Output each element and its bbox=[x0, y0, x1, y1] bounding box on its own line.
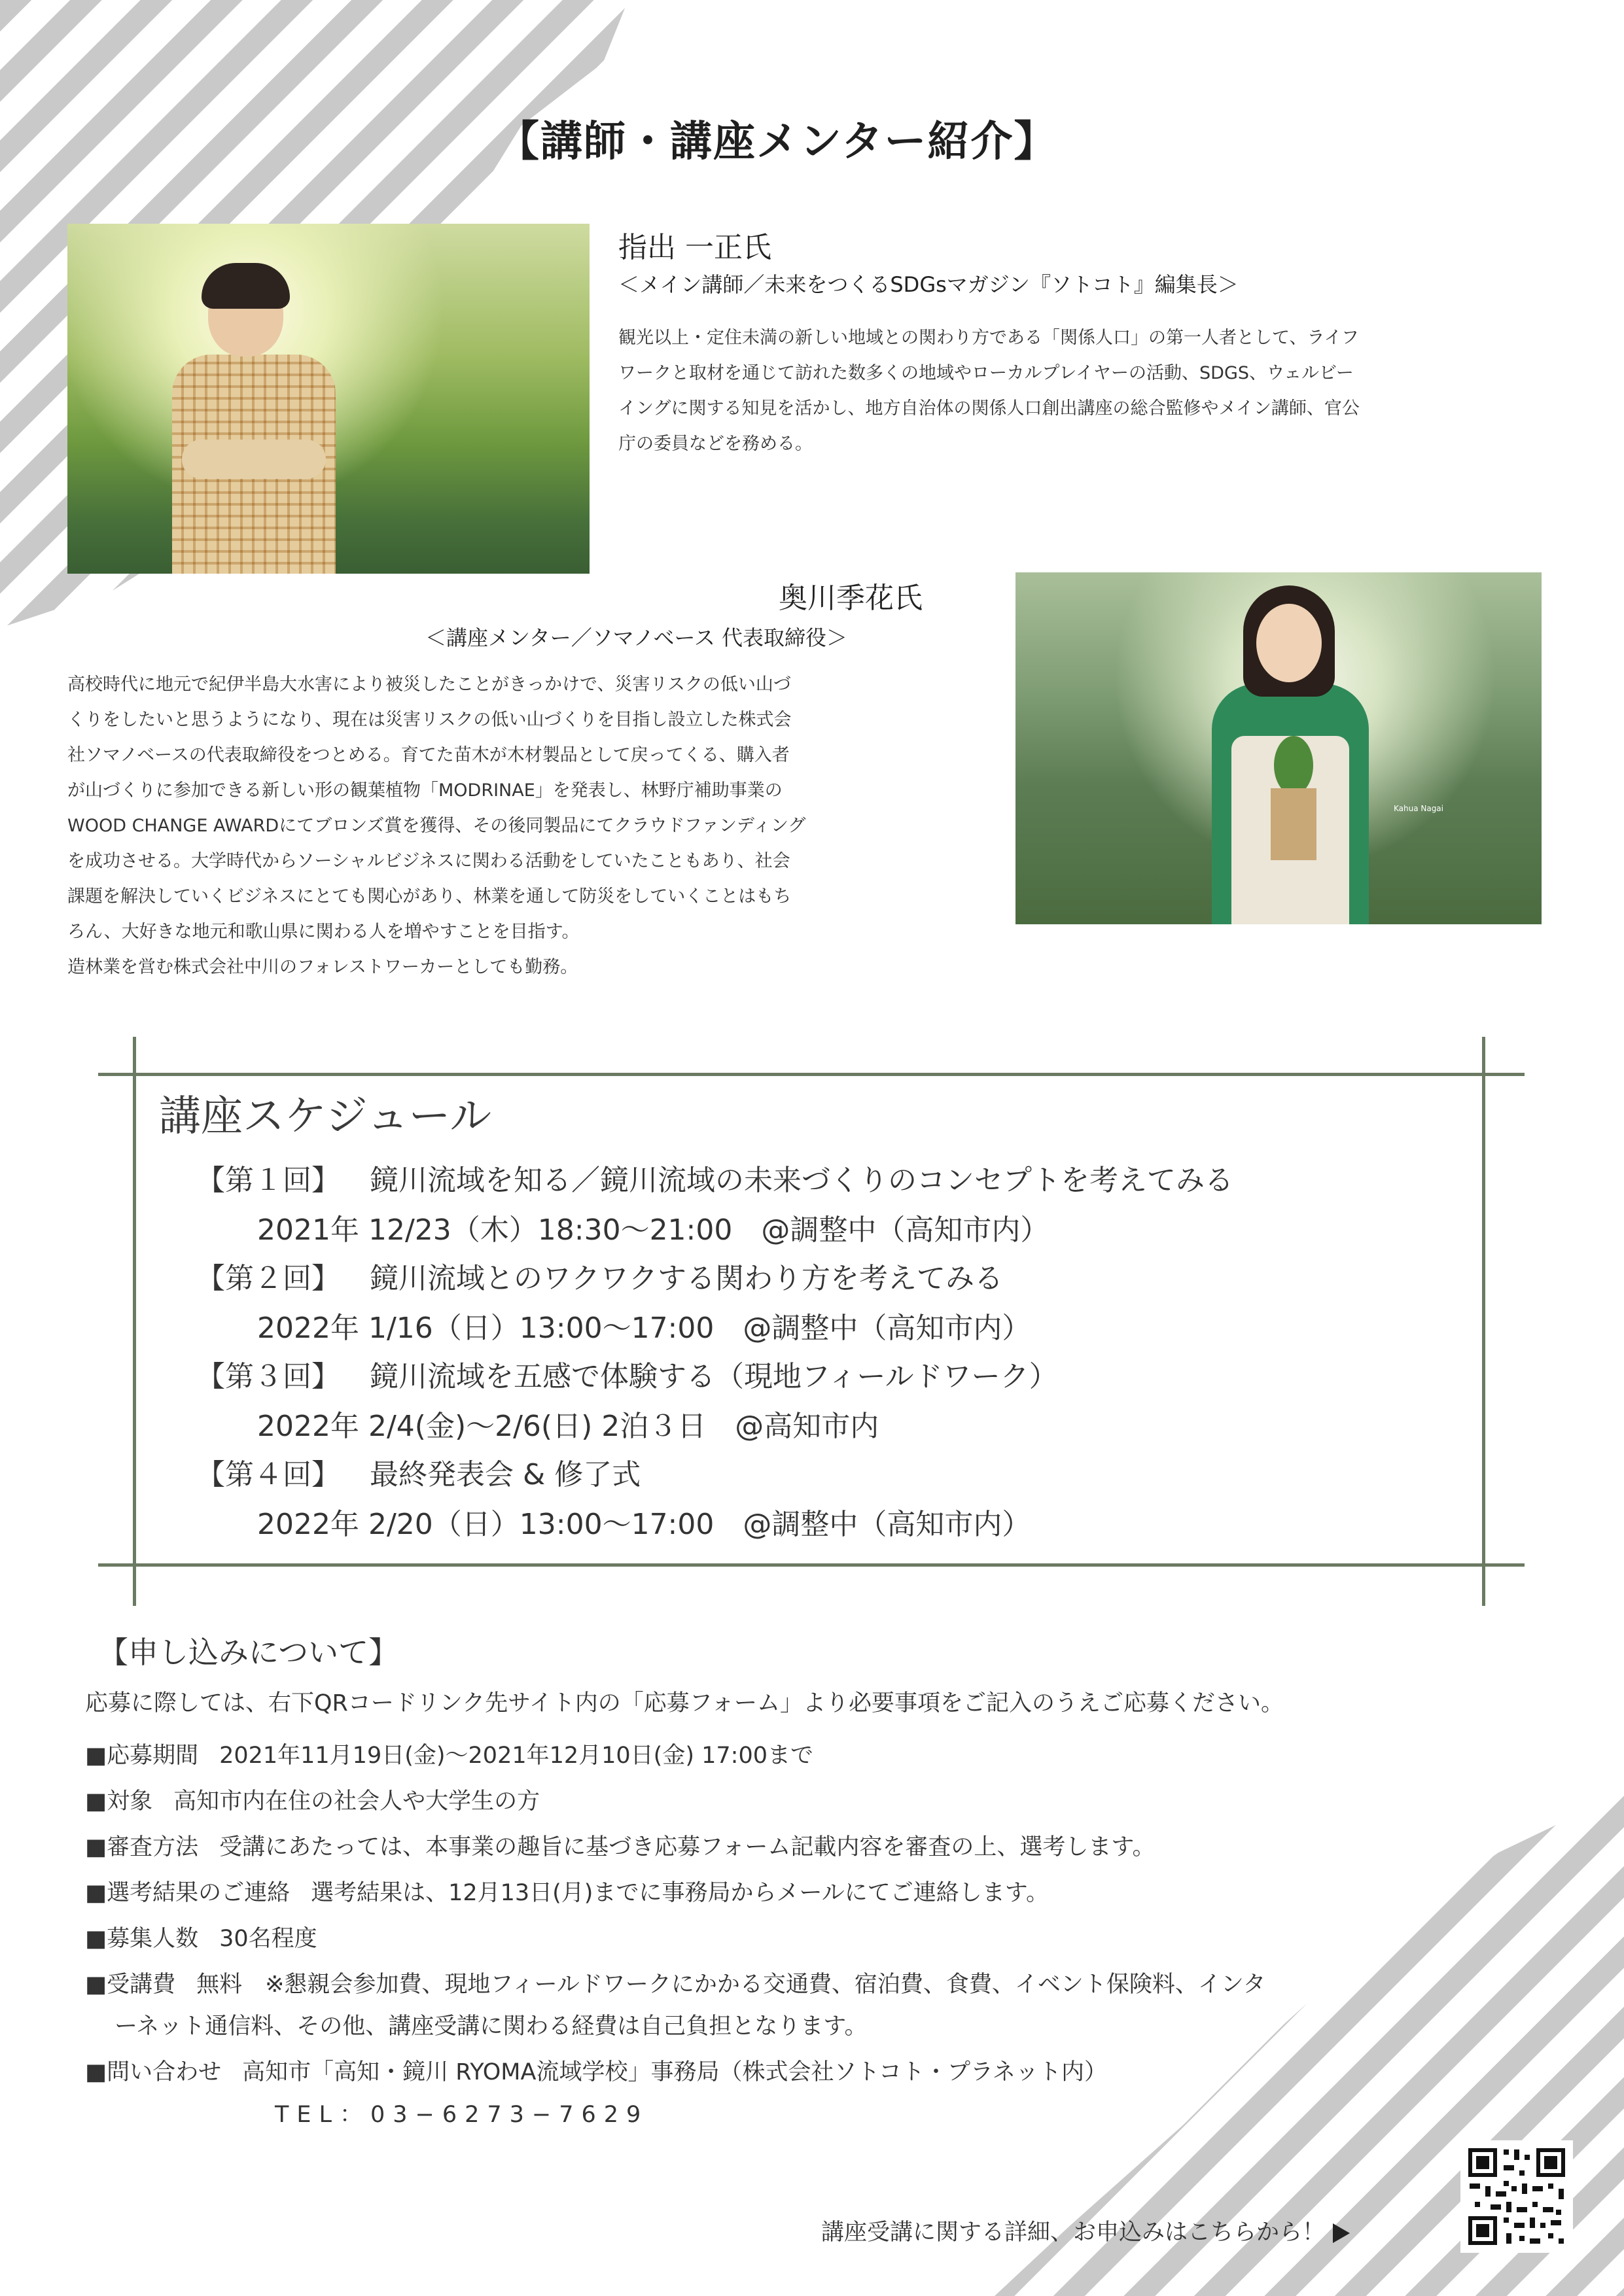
session-label: 【第３回】 bbox=[196, 1360, 340, 1393]
session-detail: 2022年 2/4(金)〜2/6(日) 2泊３日 @高知市内 bbox=[257, 1410, 879, 1443]
qr-caption-text: 講座受講に関する詳細、お申込みはこちらから！ bbox=[821, 2219, 1326, 2246]
session-detail: 2022年 1/16（日）13:00〜17:00 @調整中（高知市内） bbox=[257, 1312, 1031, 1345]
qr-caption bbox=[821, 2214, 1350, 2247]
schedule-title: 講座スケジュール bbox=[159, 1092, 492, 1141]
session-topic: 鏡川流域を五感で体験する（現地フィールドワーク） bbox=[370, 1360, 1058, 1393]
speaker2-bio bbox=[67, 667, 983, 985]
bio-line: WOOD CHANGE AWARDにてブロンズ賞を獲得、その後同製品にてクラウドファンディング bbox=[67, 816, 806, 836]
plant-leaves bbox=[1274, 736, 1313, 795]
item-value: 無料 ※懇親会参加費、現地フィールドワークにかかる交通費、宿泊費、食費、イベント保険料、インタ bbox=[196, 1972, 1266, 1998]
item-value: 高知市内在住の社会人や大学生の方 bbox=[173, 1788, 540, 1815]
bio-line: イングに関する知見を活かし、地方自治体の関係人口創出講座の総合監修やメイン講師、官公 bbox=[618, 398, 1360, 419]
bio-line: 課題を解決していくビジネスにとても関心があり、林業を通して防災をしていくことはもち bbox=[67, 886, 792, 907]
session-detail: 2021年 12/23（木）18:30〜21:00 @調整中（高知市内） bbox=[257, 1213, 1050, 1247]
speaker2-face bbox=[1256, 604, 1322, 682]
speaker1-hair bbox=[202, 263, 290, 309]
bio-line: 観光以上・定住未満の新しい地域との関わり方である「関係人口」の第一人者として、ライフ bbox=[618, 328, 1359, 348]
session-topic: 鏡川流域とのワクワクする関わり方を考えてみる bbox=[370, 1262, 1003, 1295]
contact-phone[interactable]: TEL：03−6273−7629 bbox=[275, 2102, 649, 2128]
bio-line: を成功させる。大学時代からソーシャルビジネスに関わる活動をしていたこともあり、社会 bbox=[67, 851, 790, 871]
item-key: ■対象 bbox=[85, 1788, 153, 1815]
speaker1-photo bbox=[67, 224, 590, 574]
application-title: 【申し込みについて】 bbox=[98, 1635, 399, 1670]
schedule-frame-bottom bbox=[98, 1563, 1525, 1567]
schedule-frame-top bbox=[98, 1073, 1525, 1076]
session-topic: 最終発表会 & 修了式 bbox=[370, 1458, 641, 1491]
item-value: 30名程度 bbox=[219, 1926, 317, 1952]
bio-line: ワークと取材を通じて訪れた数多くの地域やローカルプレイヤーの活動、SDGS、ウェルビー bbox=[618, 363, 1354, 383]
speaker1-bio bbox=[618, 321, 1554, 462]
speaker2-name: 奥川季花氏 bbox=[779, 582, 923, 615]
session-label: 【第４回】 bbox=[196, 1458, 340, 1491]
application-result bbox=[85, 1875, 1049, 1907]
item-key: ■審査方法 bbox=[85, 1834, 199, 1860]
item-value: 高知市「高知・鏡川 RYOMA流域学校」事務局（株式会社ソトコト・プラネット内） bbox=[242, 2059, 1107, 2085]
schedule-session-4 bbox=[196, 1451, 641, 1493]
bio-line: 社ソマノベースの代表取締役をつとめる。育てた苗木が木材製品として戻ってくる、購入者 bbox=[67, 745, 790, 765]
speaker1-name: 指出 一正氏 bbox=[618, 231, 771, 264]
item-key: ■問い合わせ bbox=[85, 2059, 222, 2085]
session-label: 【第１回】 bbox=[196, 1164, 340, 1197]
item-key: ■選考結果のご連絡 bbox=[85, 1880, 291, 1906]
schedule-session-3 bbox=[196, 1353, 1058, 1395]
bio-line: 庁の委員などを務める。 bbox=[618, 434, 813, 454]
application-review bbox=[85, 1829, 1156, 1862]
session-label: 【第２回】 bbox=[196, 1262, 340, 1295]
qr-code-icon[interactable] bbox=[1460, 2140, 1573, 2253]
speaker1-arms bbox=[182, 440, 326, 479]
speaker1-role: ＜メイン講師／未来をつくるSDGsマガジン『ソトコト』編集長＞ bbox=[618, 272, 1239, 297]
photo-credit: Kahua Nagai bbox=[1393, 804, 1443, 813]
qr-code-graphic bbox=[1464, 2144, 1569, 2249]
bio-line: が山づくりに参加できる新しい形の観葉植物「MODRINAE」を発表し、林野庁補助事業の bbox=[67, 780, 783, 801]
schedule-session-1 bbox=[196, 1157, 1233, 1198]
bio-line: 造林業を営む株式会社中川のフォレストワーカーとしても勤務。 bbox=[67, 957, 578, 977]
application-contact bbox=[85, 2054, 1107, 2087]
speaker2-role: ＜講座メンター／ソマノベース 代表取締役＞ bbox=[425, 625, 848, 650]
bio-line: ろん、大好きな地元和歌山県に関わる人を増やすことを目指す。 bbox=[67, 922, 580, 942]
plant-box bbox=[1271, 788, 1316, 860]
speaker2-photo bbox=[1015, 572, 1542, 924]
bio-line: 高校時代に地元で紀伊半島大水害により被災したことがきっかけで、災害リスクの低い山づ bbox=[67, 674, 791, 695]
item-key: ■応募期間 bbox=[85, 1743, 199, 1769]
item-key: ■受講費 bbox=[85, 1972, 176, 1998]
application-fee bbox=[85, 1966, 1266, 1999]
item-value: 選考結果は、12月13日(月)までに事務局からメールにてご連絡します。 bbox=[311, 1880, 1049, 1906]
play-arrow-icon bbox=[1333, 2223, 1350, 2243]
session-detail: 2022年 2/20（日）13:00〜17:00 @調整中（高知市内） bbox=[257, 1508, 1031, 1541]
application-fee-continued: ーネット通信料、その他、講座受講に関わる経費は自己負担となります。 bbox=[115, 2013, 868, 2040]
schedule-session-2 bbox=[196, 1255, 1003, 1296]
schedule-frame-left bbox=[133, 1037, 136, 1606]
item-value: 2021年11月19日(金)〜2021年12月10日(金) 17:00まで bbox=[219, 1743, 813, 1769]
application-period bbox=[85, 1737, 813, 1770]
item-value: 受講にあたっては、本事業の趣旨に基づき応募フォーム記載内容を審査の上、選考します。 bbox=[219, 1834, 1156, 1860]
application-capacity bbox=[85, 1921, 317, 1953]
application-target bbox=[85, 1783, 540, 1816]
bio-line: くりをしたいと思うようになり、現在は災害リスクの低い山づくりを目指し設立した株式会 bbox=[67, 710, 792, 730]
session-topic: 鏡川流域を知る／鏡川流域の未来づくりのコンセプトを考えてみる bbox=[370, 1164, 1233, 1197]
schedule-frame-right bbox=[1482, 1037, 1485, 1606]
item-key: ■募集人数 bbox=[85, 1926, 199, 1952]
application-intro: 応募に際しては、右下QRコードリンク先サイト内の「応募フォーム」より必要事項をご記入のうえご応募ください。 bbox=[85, 1690, 1284, 1716]
page-title: 【講師・講座メンター紹介】 bbox=[497, 118, 1057, 166]
